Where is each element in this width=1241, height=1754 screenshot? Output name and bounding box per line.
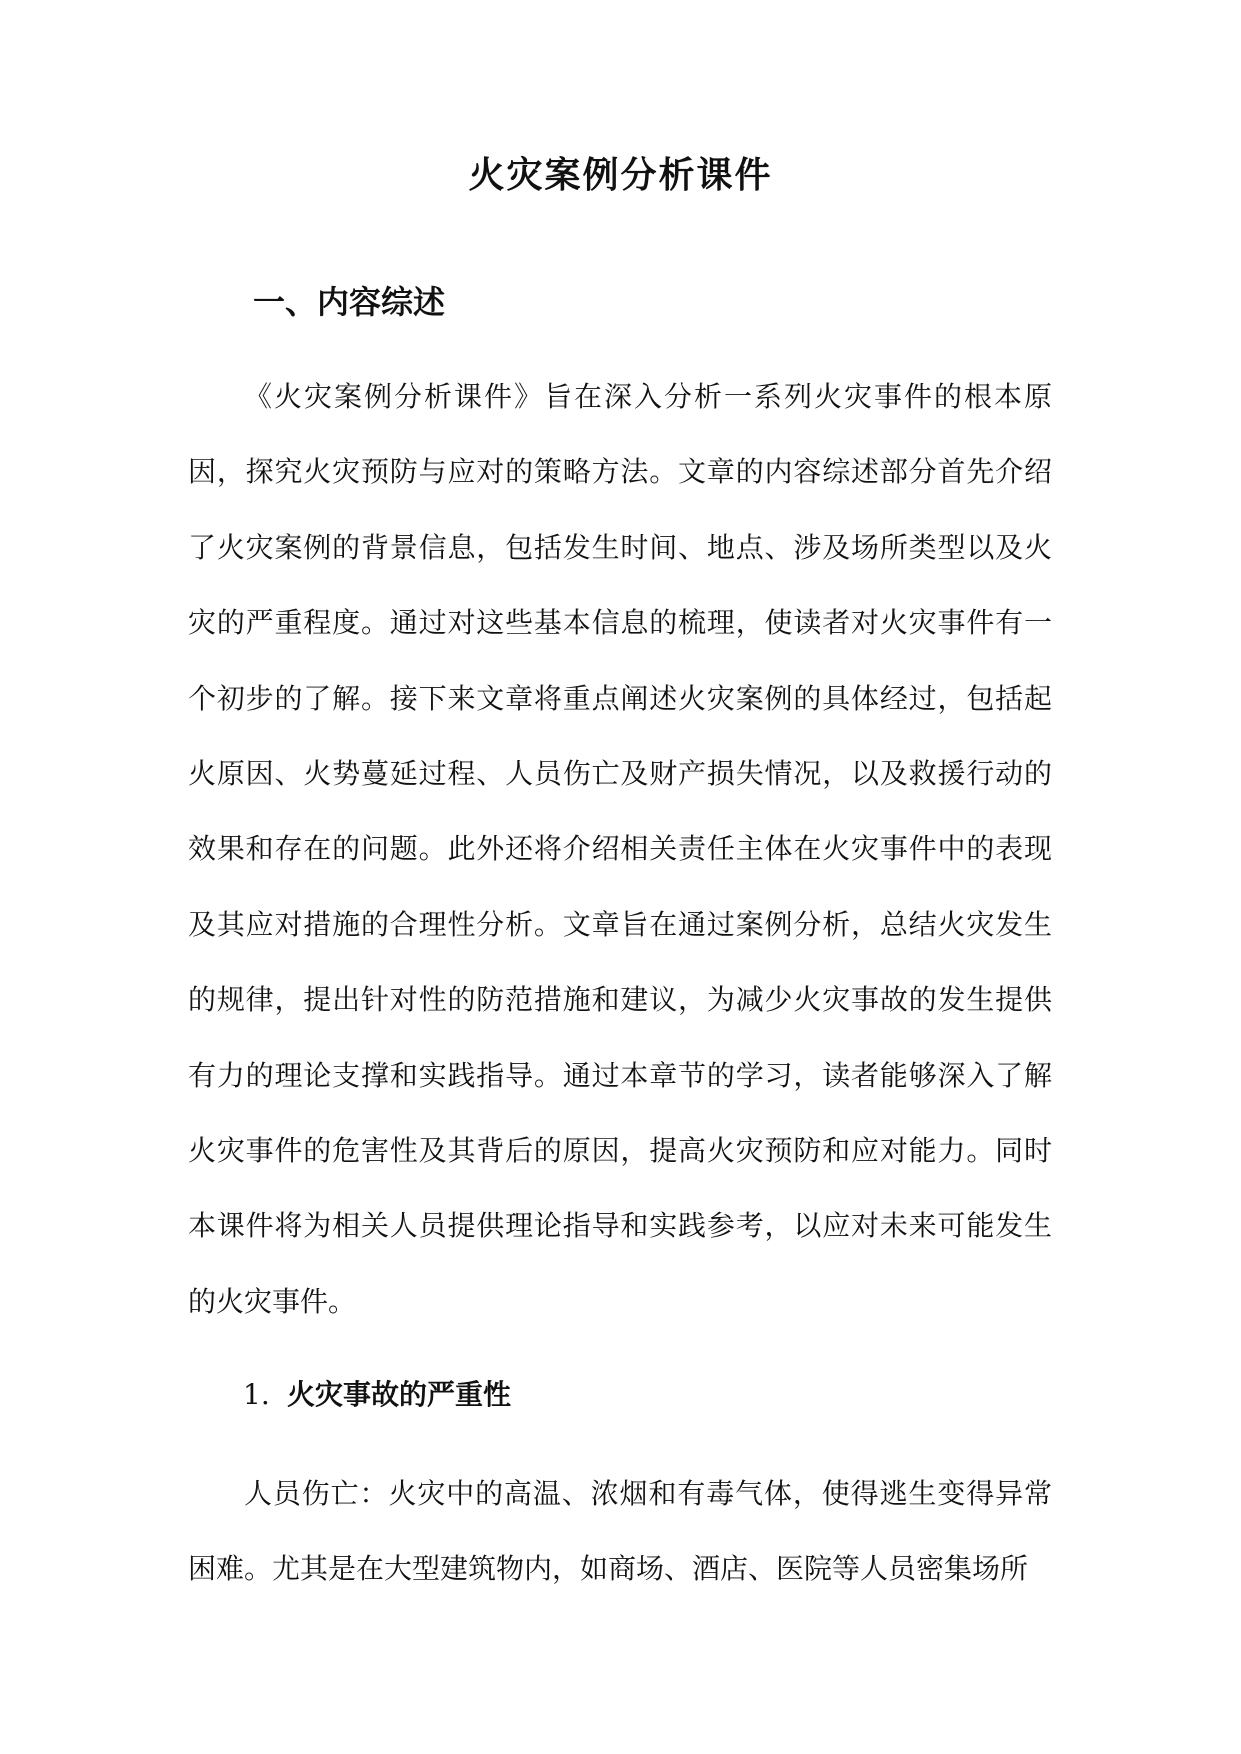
section-heading-overview: 一、内容综述	[253, 283, 446, 321]
subsection-number: 1.	[243, 1378, 270, 1411]
document-title: 火灾案例分析课件	[468, 154, 773, 196]
subsection-title: 火灾事故的严重性	[287, 1378, 512, 1411]
casualties-paragraph: 人员伤亡：火灾中的高温、浓烟和有毒气体，使得逃生变得异常困难。尤其是在大型建筑物内，如商场、酒店、医院等人员密集场所	[188, 1477, 1052, 1586]
subsection-heading-severity	[243, 1375, 511, 1415]
overview-paragraph: 《火灾案例分析课件》旨在深入分析一系列火灾事件的根本原因，探究火灾预防与应对的策略方法。文章的内容综述部分首先介绍了火灾案例的背景信息，包括发生时间、地点、涉及场所类型以及火灾的严重程度。通过对这些基本信息的梳理，使读者对火灾事件有一个初步的了解。接下来文章将重点阐述火灾案例的具体经过，包括起火原因、火势蔓延过程、人员伤亡及财产损失情况，以及救援行动的效果和存在的问题。此外还将介绍相关责任主体在火灾事件中的表现及其应对措施的合理性分析。文章旨在通过案例分析，总结火灾发生的规律，提出针对性的防范措施和建议，为减少火灾事故的发生提供有力的理论支撑和实践指导。通过本章节的学习，读者能够深入了解火灾事件的危害性及其背后的原因，提高火灾预防和应对能力。同时本课件将为相关人员提供理论指导和实践参考，以应对未来可能发生的火灾事件。	[188, 380, 1052, 1318]
